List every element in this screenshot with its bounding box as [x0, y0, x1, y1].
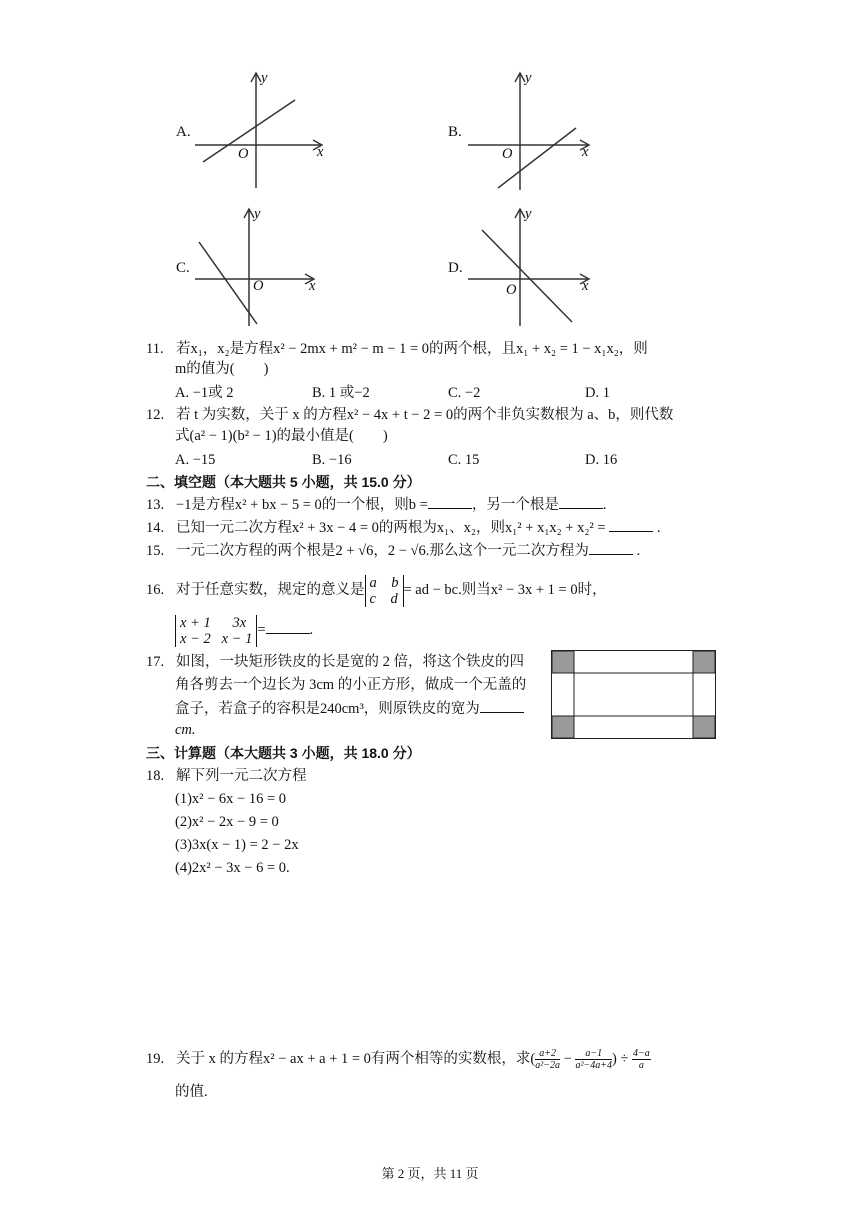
q12-option-b: B. −16	[312, 452, 352, 468]
question-13	[146, 494, 606, 515]
x-axis-label: x	[582, 278, 589, 294]
question-text: 如图，一块矩形铁皮的长是宽的 2 倍，将这个铁皮的四	[176, 654, 524, 670]
question-number: 15.	[146, 543, 165, 559]
question-number: 18.	[146, 768, 165, 784]
question-11	[146, 339, 648, 359]
question-text: 盒子，若盒子的容积是240cm³，则原铁皮的宽为	[175, 701, 480, 717]
answer-blank	[480, 698, 524, 713]
q12-option-d: D. 16	[585, 452, 618, 468]
question-text: 解下列一元二次方程	[176, 768, 307, 784]
q11-option-b: B. 1 或−2	[312, 385, 370, 401]
question-number: 16.	[146, 582, 165, 598]
x-axis-label: x	[317, 144, 324, 160]
y-axis-label: y	[261, 70, 268, 86]
question-19-line2: 的值.	[175, 1084, 208, 1100]
determinant-x: x + 1 3x x − 2 x − 1	[175, 615, 257, 647]
option-d-label: D.	[448, 260, 463, 276]
question-number: 19.	[146, 1051, 165, 1067]
answer-blank	[559, 494, 603, 509]
question-text: = ad − bc.则当x² − 3x + 1 = 0时，	[403, 582, 607, 598]
graph-c	[195, 204, 335, 328]
question-text: .	[309, 622, 314, 638]
section-heading-fill-in: 二、填空题（本大题共 5 小题，共 15.0 分）	[146, 474, 421, 490]
question-text: 关于 x 的方程x² − ax + a + 1 = 0有两个相等的实数根，求(	[176, 1051, 536, 1067]
option-a-label: A.	[176, 124, 191, 140]
origin-label: O	[253, 278, 264, 294]
origin-label: O	[238, 146, 249, 162]
question-16	[146, 573, 607, 607]
y-axis-label: y	[254, 206, 261, 222]
option-c-label: C.	[176, 260, 190, 276]
equation-item: (4)2x² − 3x − 6 = 0.	[175, 860, 290, 876]
question-18	[146, 766, 307, 786]
equation-item: (3)3x(x − 1) = 2 − 2x	[175, 837, 299, 853]
origin-label: O	[502, 146, 513, 162]
question-17-line2: 角各剪去一个边长为 3cm 的小正方形，做成一个无盖的	[175, 677, 527, 693]
fraction: $\frac{4-a}{a}$	[633, 1048, 650, 1072]
question-text: 一元二次方程的两个根是2 + √6，2 − √6.那么这个一元二次方程为	[176, 543, 589, 559]
question-text: ，另一个根是	[471, 497, 559, 513]
question-text: .	[602, 497, 607, 513]
question-text: 若x₁，x₂是方程x² − 2mx + m² − m − 1 = 0的两个根，且x₁ + x₂ = 1 − x₁x₂，则	[176, 341, 648, 357]
equation-item: (1)x² − 6x − 16 = 0	[175, 791, 287, 807]
question-number: 11.	[146, 341, 164, 357]
answer-blank	[589, 540, 633, 555]
question-19	[146, 1045, 651, 1073]
q12-option-c: C. 15	[448, 452, 480, 468]
graph-b	[468, 68, 608, 192]
q11-option-a: A. −1或 2	[175, 385, 234, 401]
question-17-unit: cm.	[175, 722, 196, 738]
sheet-figure	[551, 650, 717, 745]
q11-option-c: C. −2	[448, 385, 481, 401]
question-number: 14.	[146, 520, 165, 536]
question-text: −1是方程x² + bx − 5 = 0的一个根，则b =	[176, 497, 428, 513]
option-b-label: B.	[448, 124, 462, 140]
page-footer: 第 2 页，共 11 页	[381, 1166, 479, 1181]
fraction: $\frac{a-1}{\text{a²−4a+4}}$	[575, 1048, 612, 1072]
minus-sign: −	[563, 1051, 572, 1067]
question-text: 对于任意实数，规定的意义是	[176, 582, 365, 598]
graph-a	[195, 68, 335, 192]
question-number: 13.	[146, 497, 165, 513]
question-number: 17.	[146, 654, 165, 670]
fraction: $\frac{a+2}{\text{a²−2a}}$	[535, 1048, 561, 1072]
question-12	[146, 405, 673, 425]
question-text: .	[656, 520, 661, 536]
question-text: 已知一元二次方程x² + 3x − 4 = 0的两根为x₁、x₂，则x₁² + x₁x₂ + x₂² =	[176, 520, 606, 536]
determinant-abcd: a b c d	[365, 575, 404, 607]
question-text: ) ÷	[611, 1051, 629, 1067]
answer-blank	[609, 517, 653, 532]
question-17	[146, 652, 524, 672]
question-text: 若 t 为实数，关于 x 的方程x² − 4x + t − 2 = 0的两个非负实数根为 a、b，则代数	[176, 407, 674, 423]
question-12-line2: 式(a² − 1)(b² − 1)的最小值是( )	[175, 428, 388, 444]
question-17-line3	[175, 698, 524, 719]
x-axis-label: x	[582, 144, 589, 160]
q11-option-d: D. 1	[585, 385, 610, 401]
question-number: 12.	[146, 407, 165, 423]
question-text: =	[257, 622, 266, 638]
graph-d	[468, 204, 608, 328]
x-axis-label: x	[309, 278, 316, 294]
answer-blank	[428, 494, 472, 509]
question-11-line2: m的值为( )	[175, 361, 269, 377]
q12-option-a: A. −15	[175, 452, 216, 468]
answer-blank	[266, 619, 310, 634]
question-text: .	[636, 543, 641, 559]
section-heading-calculation: 三、计算题（本大题共 3 小题，共 18.0 分）	[146, 745, 421, 761]
question-16-line2	[175, 613, 313, 647]
equation-item: (2)x² − 2x − 9 = 0	[175, 814, 279, 830]
y-axis-label: y	[525, 206, 532, 222]
origin-label: O	[506, 282, 517, 298]
question-14	[146, 517, 660, 538]
y-axis-label: y	[525, 70, 532, 86]
question-15	[146, 540, 640, 561]
